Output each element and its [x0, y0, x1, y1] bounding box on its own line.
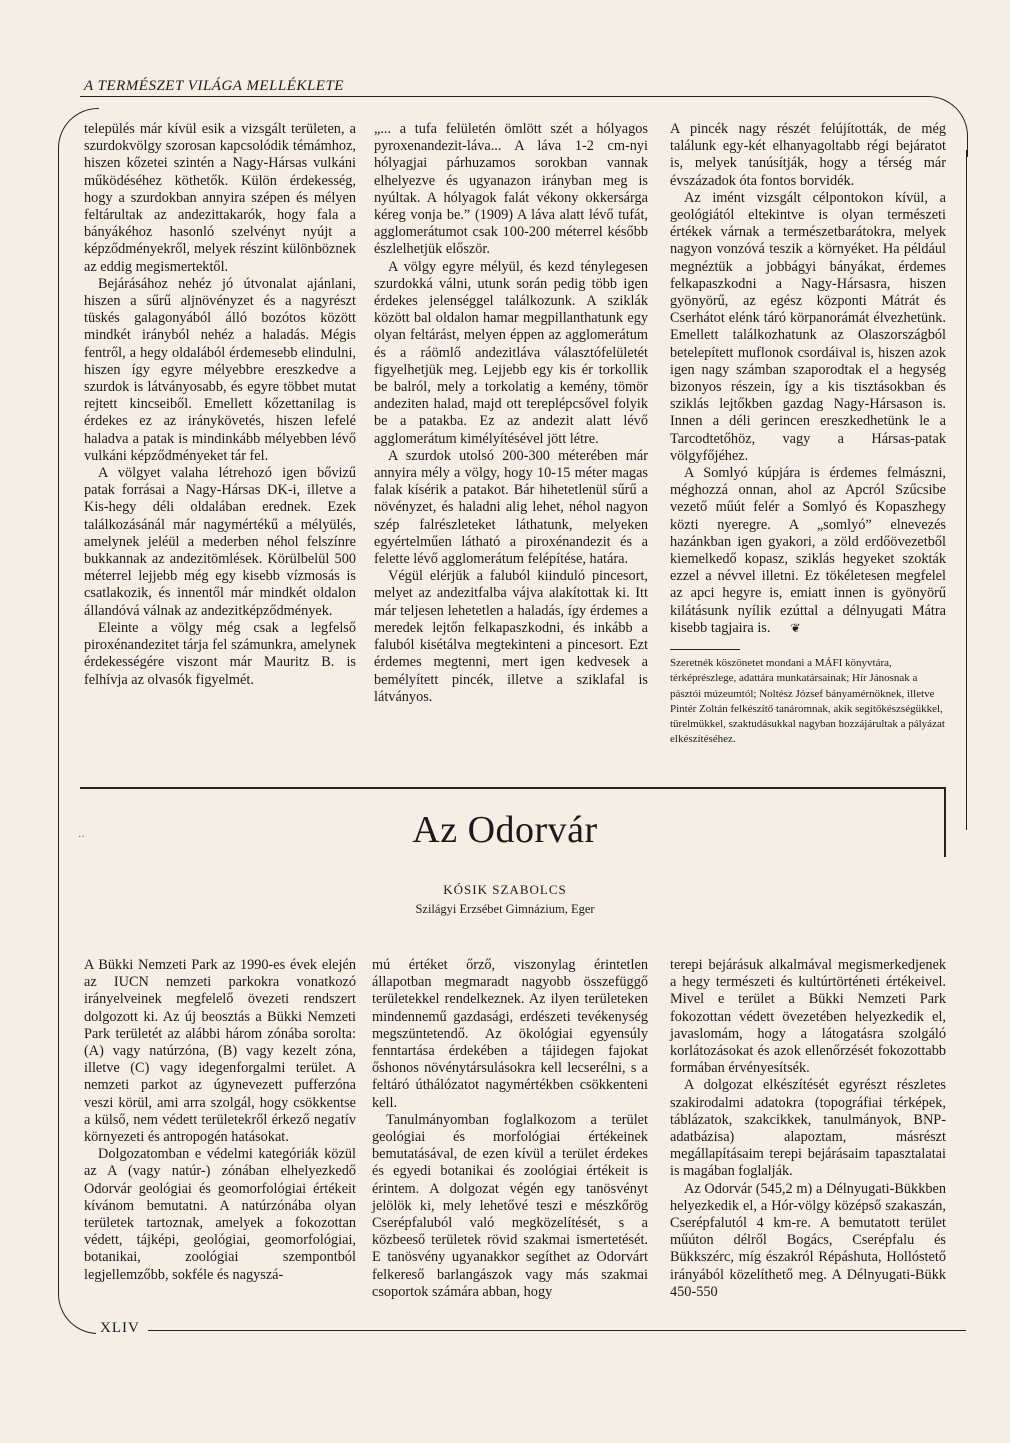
- acknowledgement: Szeretnék köszönetet mondani a MÁFI könyvtára, térképrészlege, adattára munkatársainak; Hír Jánosnak a pásztói múzeumtól; Noltész József bányamérnöknek, illetve Pintér Zoltán felkészítő tanáromnak, akik segítőkészségükkel, türelmükkel, szaktudásukkal nagyban hozzájárultak a pályázat elkészítéséhez.: [670, 657, 945, 746]
- paragraph: terepi bejárásuk alkalmával megismerkedjenek a hegy természeti és kultúrtörténeti értékeivel. Mivel e terület a Bükki Nemzeti Park fokozottan védett övezetében helyezkedik el, javaslomám, hogy a látogatásra szolgáló korlátozásokat és azok ellenőrzését fokozottabb formában érvényesítsék.: [670, 957, 946, 1077]
- paragraph: Bejárásához nehéz jó útvonalat ajánlani, hiszen a sűrű aljnövényzet és a nagyrészt tüskés galagonyából álló bozótos között mindkét irányból nehéz a haladás. Mégis fentről, a hegy oldalából érdemesebb elindulni, hiszen így egyre mélyebbre ereszkedve a szurdok is látványosabb, és egyre többet mutat rejtett kincseiből. Emellett kőzettanilag is érdekes ez az iránykövetés, hiszen lefelé haladva a patak is mindinkább mélyebben lévő vulkáni képződményeket tár fel.: [84, 275, 356, 464]
- paragraph: Az Odorvár (545,2 m) a Délnyugati-Bükkben helyezkedik el, a Hór-völgy középső szakaszán, Cserépfalutól 4 km-re. A bemutatott terület műúton délről Bogács, Cserépfalu és Bükkszérc, míg északról Répáshuta, Hollóstető irányából közelíthető meg. A Délnyugati-Bükk 450-550: [670, 1180, 946, 1300]
- paragraph: „... a tufa felületén ömlött szét a hólyagos pyroxenandezit-láva... A láva 1-2 cm-nyi hólyagjai párhuzamos sorokban vannak elhelyezve és ugyanazon irányban meg is nyúltak. A hólyagok falát vékony okkersárga kéreg vonja be.” (1909) A láva alatt lévő tufát, agglomerátumot csak 100-200 méterrel később észlelhetjük először.: [374, 121, 648, 258]
- author-affiliation: Szilágyi Erzsébet Gimnázium, Eger: [415, 902, 595, 916]
- running-header: A TERMÉSZET VILÁGA MELLÉKLETE: [84, 78, 344, 94]
- page-number: XLIV: [96, 1320, 144, 1337]
- article1-column-1: [84, 121, 356, 689]
- paragraph: Az imént vizsgált célpontokon kívül, a geológiától eltekintve is olyan természeti értékek várnak a természetbarátokra, melyek nagyon vonzóvá teszik a környéket. Ha például megnéztük a jobbágyi bányákat, érdemes felkapaszkodni a Nagy-Hársasra, hiszen gyönyörű, az egész központi Mátrát és Cserhátot elénk táró körpanorámát élvezhetünk. Emellett találkozhatunk az Olaszországból betelepített muflonok csordáival is, hiszen azok igen nagy számban szaporodtak el a hegység bizonyos részein, így a kis tisztásokban és sziklás lejtőkben gazdag Nagy-Hársason is. Innen a déli gerincen ereszkedhetünk le a Tarcodtetőhöz, vagy a Hársas-patak völgyfőjéhez.: [670, 189, 946, 464]
- paragraph: Dolgozatomban e védelmi kategóriák közül az A (vagy natúr-) zónában elhelyezkedő Odorvár geológiai és geomorfológiai értékeit kívánom bemutatni. A natúrzónába olyan területek tartoznak, amelyek a fokozottan védett, tájképi, geológiai, geomorfológiai, botanikai, zoológiai szempontból legjellemzőbb, sokféle és nagyszá-: [84, 1146, 356, 1283]
- paragraph: A Bükki Nemzeti Park az 1990-es évek elején az IUCN nemzeti parkokra vonatkozó irányelveinek megfelelő övezeti rendszert dolgozott ki. Az új beosztás a Bükki Nemzeti Park területét az alábbi három zónába sorolta: (A) vagy natúrzóna, (B) vagy kezelt zóna, illetve (C) vagy idegenforgalmi terület. A nemzeti parkot az úgynevezett pufferzóna veszi körül, ami arra szolgál, hogy csökkentse a külső, nem védett területekről érkező negatív környezeti és antropogén hatásokat.: [84, 957, 356, 1146]
- acknowledgement-divider: [670, 649, 740, 650]
- end-mark-icon: ❦: [790, 620, 801, 635]
- footer-rule: [148, 1330, 966, 1331]
- paragraph: Eleinte a völgy még csak a legfelső piroxénandezitet tárja fel számunkra, amelynek érdekességére viszont már Mauritz B. is felhívja az olvasók figyelmét.: [84, 619, 356, 688]
- paragraph: A pincék nagy részét felújították, de még találunk egy-két elhanyagoltabb régi bejáratot is, melyek tanúsítják, hogy a térség már évszázadok óta fontos borvidék.: [670, 121, 946, 189]
- paragraph: [670, 465, 946, 637]
- article1-column-3: [670, 121, 946, 747]
- right-frame-line: [966, 150, 967, 830]
- paragraph: A dolgozat elkészítését egyrészt részletes szakirodalmi adatokra (topográfiai térképek, táblázatok, szakcikkek, tanulmányok, BNP-adatbázisa) alapoztam, másrészt megállapításaim terepi bejárásaim tapasztalatai is magában foglalják.: [670, 1077, 946, 1180]
- dot-mark: ··: [78, 832, 85, 843]
- paragraph: A szurdok utolsó 200-300 méterében már annyira mély a völgy, hogy 10-15 méter magas falak kísérik a patakot. Bár hihetetlenül sűrű a növényzet, és haladni alig lehet, néhol nagyon szép falrészleteket láthatunk, melyeken egyértelműen látható a piroxénandezit és a felette lévő agglomerátum felépítése, határa.: [374, 447, 648, 568]
- article2-column-2: [372, 957, 648, 1301]
- article-title: Az Odorvár: [412, 809, 598, 851]
- article-author: KÓSIK SZABOLCS: [443, 882, 567, 897]
- paragraph-text: A Somlyó kúpjára is érdemes felmászni, méghozzá onnan, ahol az Apcról Szűcsibe vezető műút felér a Somlyó és Kopaszhegy közti nyeregre. A „somlyó” elnevezés hazánkban igen gyakori, a zöld erdőövezetből kiemelkedő kopasz, sziklás hegyeket szokták ezzel a névvel illetni. Ez tökéletesen megfelel az apci hegyre is, emiatt innen is gyönyörű kilátásunk nyílik ezúttal a délnyugati Mátra kisebb tagjaira is.: [670, 465, 946, 636]
- paragraph: mú értéket őrző, viszonylag érintetlen állapotban megmaradt nagyobb összefüggő területekkel rendelkeznek. Az ilyen területeken mindennemű gazdasági, erdészeti tevékenység megszüntetendő. Az ökológiai egyensúly fenntartása érdekében a tájidegen fajokat őshonos növénytársulásokra kell lecserélni, s a feltáró úthálózatot nagymértékben csökkenteni kell.: [372, 957, 648, 1111]
- article2-column-1: [84, 957, 356, 1284]
- paragraph: Végül elérjük a faluból kiinduló pincesort, melyet az andezitfalba vájva alakítottak ki. Itt már teljesen lehetetlen a haladás, így érdemes a meredek lejtőn felkapaszkodni, és inkább a faluból kisétálva megtekinteni a pincesort. Ezt érdemes megtenni, mert igen kedvesek a bemélyített pincék, illetve a sziklafal is látványos.: [374, 568, 648, 705]
- paragraph: település már kívül esik a vizsgált területen, a szurdokvölgy szorosan kapcsolódik témámhoz, hiszen kőzetei szintén a Nagy-Hársas vulkáni működéséhez köthetők. Külön érdekesség, hogy a szurdokban annyira szépen és mélyen feltárultak az andezittakarók, hogy fala a bányákéhoz hasonló szelvényt nyújt a képződményekről, melyek részint különböznek az eddig megismertektől.: [84, 121, 356, 275]
- article1-column-2: [374, 121, 648, 706]
- article2-column-3: [670, 957, 946, 1301]
- paragraph: Tanulmányomban foglalkozom a terület geológiai és morfológiai értékeinek bemutatásával, de ezen kívül a terület érdekes és egyedi botanikai és zoológiai értékeit is érintem. A dolgozat végén egy tanösvényt jelölök ki, mely lehetővé teszi e mészkőrög Cserépfaluból való megközelítését, s a közbeeső területek rövid szakmai ismertetését. E tanösvény ugyanakkor segíthet az Odorvárt felkereső barlangászok vagy más szakmai csoportok számára abban, hogy: [372, 1111, 648, 1300]
- paragraph: A völgyet valaha létrehozó igen bővizű patak forrásai a Nagy-Hársas DK-i, illetve a Kis-hegy déli oldalában erednek. Ezek találkozásánál már nagymértékű a mélyülés, amelynek jeléül a mederben néhol felszínre bukkannak az andezitömlések. Körülbelül 500 méterrel lejjebb még egy kisebb vízmosás is csatlakozik, és innentől már mindkét oldalon állandóvá válnak az andezitképződmények.: [84, 465, 356, 619]
- article-divider: [80, 787, 944, 789]
- paragraph: A völgy egyre mélyül, és kezd ténylegesen szurdokká válni, utunk során pedig több igen érdekes jelenséggel találkozunk. A sziklák között bal oldalon hamar megpillanthatunk egy olyan feltárást, melyen éppen az agglomerátum és a ráömlő andezitláva választófelületét figyelhetjük meg. Lejjebb egy kis ér torkollik be balról, mely a torkolatig a kemény, tömör andeziten halad, majd ott tereplépcsővel folyik be a patakba. Ez az andezit alatt lévő agglomerátum kimélyítésével jött létre.: [374, 258, 648, 447]
